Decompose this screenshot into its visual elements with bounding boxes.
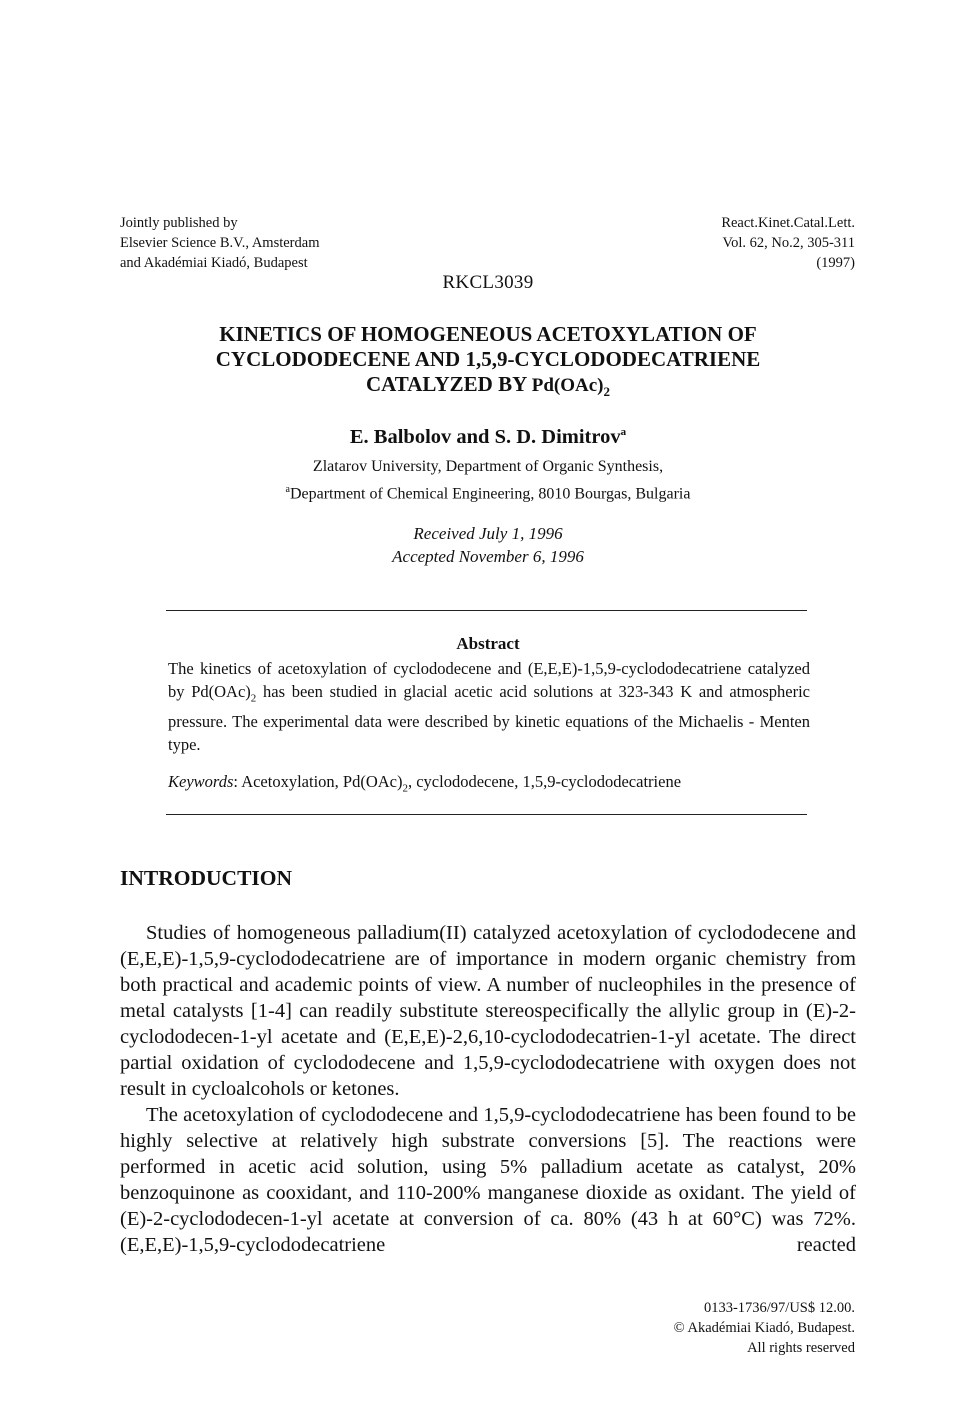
journal-line: React.Kinet.Catal.Lett. — [721, 215, 855, 231]
journal-line: (1997) — [816, 255, 855, 271]
introduction-heading: INTRODUCTION — [120, 866, 293, 890]
abstract-text-part2: has been studied in glacial acetic acid solutions at 323-343 K and atmospheric pressure. The experimental data were described by kinetic equations of the Michaelis - Menten type. — [168, 682, 810, 755]
footer-line: All rights reserved — [747, 1340, 855, 1356]
footer-line: 0133-1736/97/US$ 12.00. — [703, 1300, 855, 1316]
authors — [0, 426, 976, 449]
article-code: RKCL3039 — [442, 272, 534, 293]
keywords-label: Keywords — [168, 772, 234, 791]
received-date: Received July 1, 1996 — [413, 524, 563, 543]
publisher-line: and Akadémiai Kiadó, Budapest — [120, 255, 308, 271]
top-rule — [166, 610, 807, 611]
abstract-text — [168, 657, 810, 756]
author-1: E. Balbolov — [349, 426, 452, 448]
affiliation-1: Zlatarov University, Department of Organic Synthesis, — [312, 458, 664, 475]
affiliation-2 — [0, 478, 976, 505]
title-line-3 — [130, 372, 846, 404]
author-2: S. D. Dimitrov — [494, 426, 621, 448]
abstract-text-part1: The kinetics of acetoxylation of cyclododecene and (E,E,E)-1,5,9-cyclododecatriene catalyzed by Pd(OAc) — [168, 659, 810, 701]
author-2-superscript: a — [620, 426, 627, 439]
footer-line: © Akadémiai Kiadó, Budapest. — [673, 1320, 855, 1336]
paper-title — [130, 322, 846, 404]
publisher-line: Jointly published by — [120, 215, 238, 231]
title-line-1: KINETICS OF HOMOGENEOUS ACETOXYLATION OF — [219, 322, 757, 346]
dates — [0, 522, 976, 568]
affiliation-2-text: Department of Chemical Engineering, 8010 Bourgas, Bulgaria — [289, 485, 691, 503]
author-conjunction: and — [456, 426, 490, 448]
keywords-subscript: 2 — [402, 782, 408, 795]
journal-info — [595, 213, 855, 273]
publisher-info — [120, 213, 450, 273]
journal-line: Vol. 62, No.2, 305-311 — [722, 235, 855, 251]
abstract-subscript: 2 — [250, 692, 257, 705]
keywords-part1: : Acetoxylation, Pd(OAc) — [233, 772, 403, 791]
intro-paragraph-2: The acetoxylation of cyclododecene and 1,5,9-cyclododecatriene has been found to be highly selective at relatively high substrate conversions [5]. The reactions were performed in acetic acid solution, using 5% palladium acetate as catalyst, 20% benzoquinone as cooxidant, and 110-200% manganese dioxide as oxidant. The yield of (E)-2-cyclododecen-1-yl acetate at conversion of ca. 80% (43 h at 60°C) was 72%. (E,E,E)-1,5,9-cyclododecatriene reacted — [120, 1104, 856, 1256]
bottom-rule — [166, 814, 807, 815]
title-catalyst-subscript: 2 — [603, 384, 610, 400]
copyright-footer — [555, 1298, 855, 1358]
keywords-part2: , cyclododecene, 1,5,9-cyclododecatriene — [407, 772, 682, 791]
keywords — [168, 770, 810, 800]
intro-paragraph-1: Studies of homogeneous palladium(II) catalyzed acetoxylation of cyclododecene and (E,E,E)-1,5,9-cyclododecatriene are of importance in modern organic chemistry from both practical and academic points of view. A number of nucleophiles in the presence of metal catalysts [1-4] can readily substitute stereospecifically the allylic group in (E)-2-cyclododecen-1-yl acetate and (E,E,E)-2,6,10-cyclododecatrien-1-yl acetate. The direct partial oxidation of cyclododecene and 1,5,9-cyclododecatriene with oxygen does not result in cycloalcohols or ketones. — [120, 922, 856, 1100]
publisher-line: Elsevier Science B.V., Amsterdam — [120, 235, 320, 251]
title-line-3-prefix: CATALYZED BY — [366, 372, 532, 396]
abstract-heading: Abstract — [456, 634, 520, 653]
title-line-2: CYCLODODECENE AND 1,5,9-CYCLODODECATRIENE — [215, 347, 761, 371]
affiliation-2-superscript: a — [285, 484, 290, 495]
accepted-date: Accepted November 6, 1996 — [392, 547, 584, 566]
introduction-body — [120, 920, 856, 1258]
title-catalyst: Pd(OAc) — [531, 375, 604, 396]
affiliations — [0, 455, 976, 505]
